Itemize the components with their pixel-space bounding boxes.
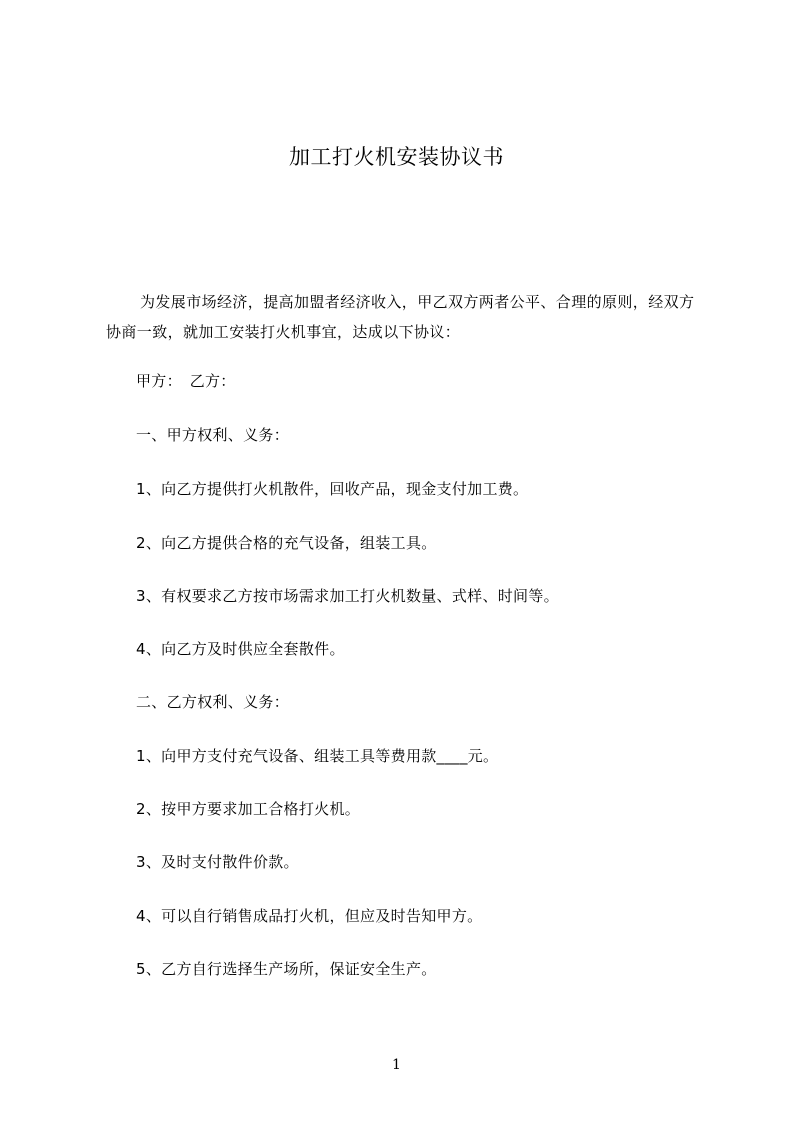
parties-line: 甲方： 乙方： xyxy=(136,372,236,390)
page-number: 1 xyxy=(392,1057,401,1073)
section-b-item: 5、乙方自行选择生产场所，保证安全生产。 xyxy=(136,960,437,978)
section-a-item: 1、向乙方提供打火机散件，回收产品，现金支付加工费。 xyxy=(136,480,529,498)
section-a-heading: 一、甲方权利、义务： xyxy=(136,426,290,444)
section-a-item: 4、向乙方及时供应全套散件。 xyxy=(136,640,345,658)
section-b-item: 4、可以自行销售成品打火机，但应及时告知甲方。 xyxy=(136,907,483,925)
section-a-item: 2、向乙方提供合格的充气设备，组装工具。 xyxy=(136,534,437,552)
section-b-item: 1、向甲方支付充气设备、组装工具等费用款____元。 xyxy=(136,747,499,765)
intro-paragraph: 为发展市场经济，提高加盟者经济收入，甲乙双方两者公平、合理的原则，经双方协商一致，就加工安装打火机事宜，达成以下协议： xyxy=(106,293,695,341)
section-b-heading: 二、乙方权利、义务： xyxy=(136,693,290,711)
document-title: 加工打火机安装协议书 xyxy=(289,145,504,169)
section-b-item: 2、按甲方要求加工合格打火机。 xyxy=(136,800,361,818)
section-b-item: 3、及时支付散件价款。 xyxy=(136,853,299,871)
section-a-item: 3、有权要求乙方按市场需求加工打火机数量、式样、时间等。 xyxy=(136,587,559,605)
